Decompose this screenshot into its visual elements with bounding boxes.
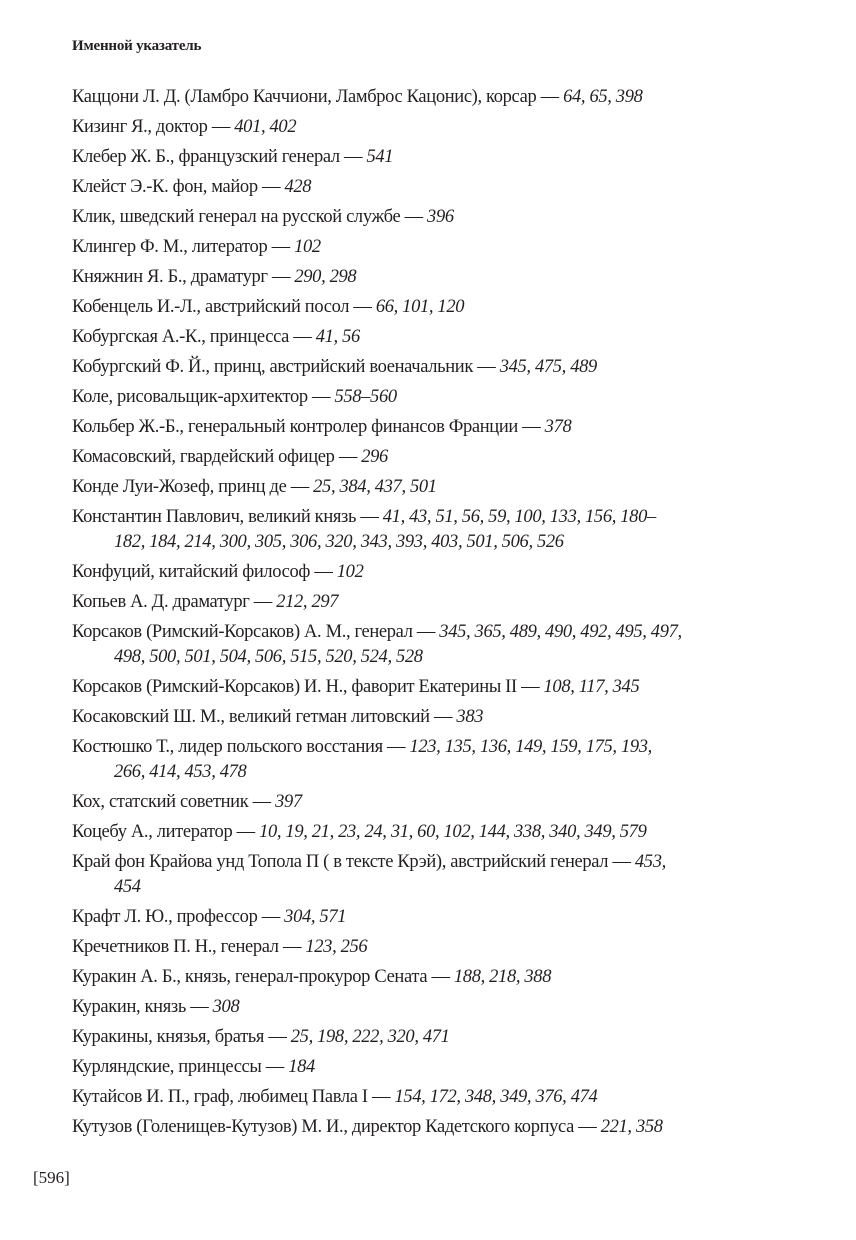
- entry-dash: —: [264, 1027, 291, 1047]
- entry-dash: —: [310, 562, 337, 582]
- entry-pages: 304, 571: [284, 907, 347, 927]
- entry-name: Каццони Л. Д. (Ламбро Каччиони, Ламброс Кацонис), корсар: [72, 87, 537, 107]
- entry-dash: —: [472, 357, 500, 377]
- entry-name: Кречетников П. Н., генерал: [72, 937, 279, 957]
- index-entry: [72, 1055, 812, 1080]
- entry-dash: —: [286, 477, 314, 497]
- entry-pages: 102: [336, 562, 364, 582]
- entry-pages: 401, 402: [234, 117, 297, 137]
- entry-pages-continued: 182, 184, 214, 300, 305, 306, 320, 343, 393, 403, 501, 506, 526: [114, 532, 564, 552]
- entry-pages: 123, 135, 136, 149, 159, 175, 193,: [409, 737, 652, 757]
- entry-dash: —: [261, 1057, 289, 1077]
- entry-pages: 41, 43, 51, 56, 59, 100, 133, 156, 180–: [382, 507, 656, 527]
- entry-dash: —: [536, 87, 564, 107]
- entry-pages: 453,: [634, 852, 666, 872]
- index-entry: [72, 415, 812, 440]
- index-entry: [72, 1085, 812, 1110]
- index-entry: [72, 820, 812, 845]
- entry-dash: —: [349, 297, 376, 317]
- entry-dash: —: [232, 822, 260, 842]
- index-entry: [72, 85, 812, 110]
- entry-pages-continued: 454: [114, 877, 141, 897]
- index-entry: [72, 325, 812, 350]
- entry-pages: 25, 384, 437, 501: [313, 477, 437, 497]
- entry-dash: —: [248, 792, 276, 812]
- entry-name: Косаковский Ш. М., великий гетман литовский: [72, 707, 430, 727]
- entry-name: Корсаков (Римский-Корсаков) А. М., генерал: [72, 622, 413, 642]
- entry-pages: 154, 172, 348, 349, 376, 474: [394, 1087, 598, 1107]
- entry-name: Куракины, князья, братья: [72, 1027, 265, 1047]
- entry-dash: —: [267, 267, 295, 287]
- entry-name: Кох, статский советник: [72, 792, 249, 812]
- entry-name: Комасовский, гвардейский офицер: [72, 447, 335, 467]
- entry-pages: 188, 218, 388: [453, 967, 552, 987]
- entry-pages: 184: [288, 1057, 315, 1077]
- entry-name: Край фон Крайова унд Топола П ( в тексте Крэй), австрийский генерал: [72, 852, 609, 872]
- index-entry: [72, 445, 812, 470]
- entry-pages: 123, 256: [305, 937, 368, 957]
- entry-name: Крафт Л. Ю., профессор: [72, 907, 258, 927]
- index-entry: [72, 705, 812, 730]
- entry-dash: —: [356, 507, 383, 527]
- entry-name: Кобенцель И.-Л., австрийский посол: [72, 297, 350, 317]
- index-entry: [72, 205, 812, 230]
- entry-name: Кобургский Ф. Й., принц, австрийский военачальник: [72, 357, 473, 377]
- entry-pages: 66, 101, 120: [375, 297, 465, 317]
- entry-pages: 102: [294, 237, 321, 257]
- entry-dash: —: [517, 417, 545, 437]
- entry-name: Кобургская А.-К., принцесса: [72, 327, 290, 347]
- entry-dash: —: [429, 707, 457, 727]
- entry-dash: —: [267, 237, 295, 257]
- entry-pages-continued: 266, 414, 453, 478: [114, 762, 247, 782]
- index-entry: [72, 265, 812, 290]
- index-entry: [72, 145, 812, 170]
- entry-pages: 10, 19, 21, 23, 24, 31, 60, 102, 144, 338, 340, 349, 579: [259, 822, 647, 842]
- index-entry: [72, 175, 812, 200]
- index-entry: [72, 295, 812, 320]
- entry-name: Копьев А. Д. драматург: [72, 592, 250, 612]
- entry-pages: 383: [456, 707, 484, 727]
- entry-dash: —: [207, 117, 235, 137]
- entry-dash: —: [427, 967, 454, 987]
- index-entry: [72, 590, 812, 615]
- entry-name: Кольбер Ж.-Б., генеральный контролер финансов Франции: [72, 417, 518, 437]
- entry-dash: —: [412, 622, 440, 642]
- entry-pages: 212, 297: [276, 592, 339, 612]
- entry-name: Клингер Ф. М., литератор: [72, 237, 268, 257]
- index-entry: [72, 560, 812, 585]
- entry-name: Куракин, князь: [72, 997, 186, 1017]
- index-entry: [72, 965, 812, 990]
- entry-name: Клейст Э.-К. фон, майор: [72, 177, 258, 197]
- entry-dash: —: [608, 852, 635, 872]
- entry-dash: —: [574, 1117, 601, 1137]
- entry-name: Княжнин Я. Б., драматург: [72, 267, 268, 287]
- entry-pages: 108, 117, 345: [543, 677, 640, 697]
- index-entry: [72, 385, 812, 410]
- index-entry: [72, 505, 812, 555]
- entry-pages: 345, 475, 489: [499, 357, 597, 377]
- entry-pages: 397: [275, 792, 302, 812]
- running-header: Именной указатель: [72, 38, 202, 54]
- index-entry: [72, 235, 812, 260]
- entry-dash: —: [185, 997, 213, 1017]
- page-number: [596]: [33, 1168, 70, 1187]
- entry-pages: 558–560: [334, 387, 397, 407]
- entry-name: Конфуций, китайский философ: [72, 562, 311, 582]
- entry-dash: —: [307, 387, 335, 407]
- index-entry: [72, 355, 812, 380]
- entry-name: Куракин А. Б., князь, генерал-прокурор Сената: [72, 967, 428, 987]
- entry-dash: —: [278, 937, 306, 957]
- entry-pages: 64, 65, 398: [563, 87, 643, 107]
- entry-name: Конде Луи-Жозеф, принц де: [72, 477, 287, 497]
- entry-pages-continued: 498, 500, 501, 504, 506, 515, 520, 524, 528: [114, 647, 423, 667]
- index-entry: [72, 1025, 812, 1050]
- entry-dash: —: [334, 447, 362, 467]
- entry-dash: —: [339, 147, 367, 167]
- entry-name: Кутузов (Голенищев-Кутузов) М. И., директор Кадетского корпуса: [72, 1117, 575, 1137]
- index-entry: [72, 620, 812, 670]
- entry-name: Кутайсов И. П., граф, любимец Павла I: [72, 1087, 368, 1107]
- entry-name: Костюшко Т., лидер польского восстания: [72, 737, 383, 757]
- entry-name: Клик, шведский генерал на русской службе: [72, 207, 401, 227]
- entry-pages: 428: [284, 177, 312, 197]
- index-entry: [72, 475, 812, 500]
- entry-pages: 396: [427, 207, 454, 227]
- entry-dash: —: [257, 177, 285, 197]
- entry-pages: 308: [212, 997, 240, 1017]
- index-entry: [72, 995, 812, 1020]
- entry-dash: —: [367, 1087, 395, 1107]
- entry-pages: 221, 358: [600, 1117, 663, 1137]
- entry-name: Коцебу А., литератор: [72, 822, 233, 842]
- entry-dash: —: [249, 592, 277, 612]
- entry-name: Коле, рисовальщик-архитектор: [72, 387, 308, 407]
- entry-pages: 541: [366, 147, 394, 167]
- entry-pages: 290, 298: [294, 267, 357, 287]
- entry-dash: —: [400, 207, 428, 227]
- entry-name: Клебер Ж. Б., французский генерал: [72, 147, 340, 167]
- index-entry: [72, 905, 812, 930]
- index-entry: [72, 115, 812, 140]
- name-index-list: [72, 85, 812, 1145]
- entry-dash: —: [289, 327, 316, 347]
- entry-dash: —: [257, 907, 285, 927]
- entry-name: Константин Павлович, великий князь: [72, 507, 357, 527]
- entry-name: Кизинг Я., доктор: [72, 117, 208, 137]
- index-entry: [72, 935, 812, 960]
- entry-pages: 41, 56: [315, 327, 360, 347]
- entry-pages: 296: [361, 447, 388, 467]
- index-entry: [72, 790, 812, 815]
- index-entry: [72, 675, 812, 700]
- index-entry: [72, 735, 812, 785]
- entry-name: Корсаков (Римский-Корсаков) И. Н., фаворит Екатерины II: [72, 677, 517, 697]
- entry-dash: —: [516, 677, 544, 697]
- entry-pages: 345, 365, 489, 490, 492, 495, 497,: [439, 622, 682, 642]
- index-entry: [72, 1115, 812, 1140]
- entry-pages: 25, 198, 222, 320, 471: [290, 1027, 450, 1047]
- entry-pages: 378: [544, 417, 572, 437]
- index-entry: [72, 850, 812, 900]
- entry-dash: —: [382, 737, 410, 757]
- entry-name: Курляндские, принцессы: [72, 1057, 262, 1077]
